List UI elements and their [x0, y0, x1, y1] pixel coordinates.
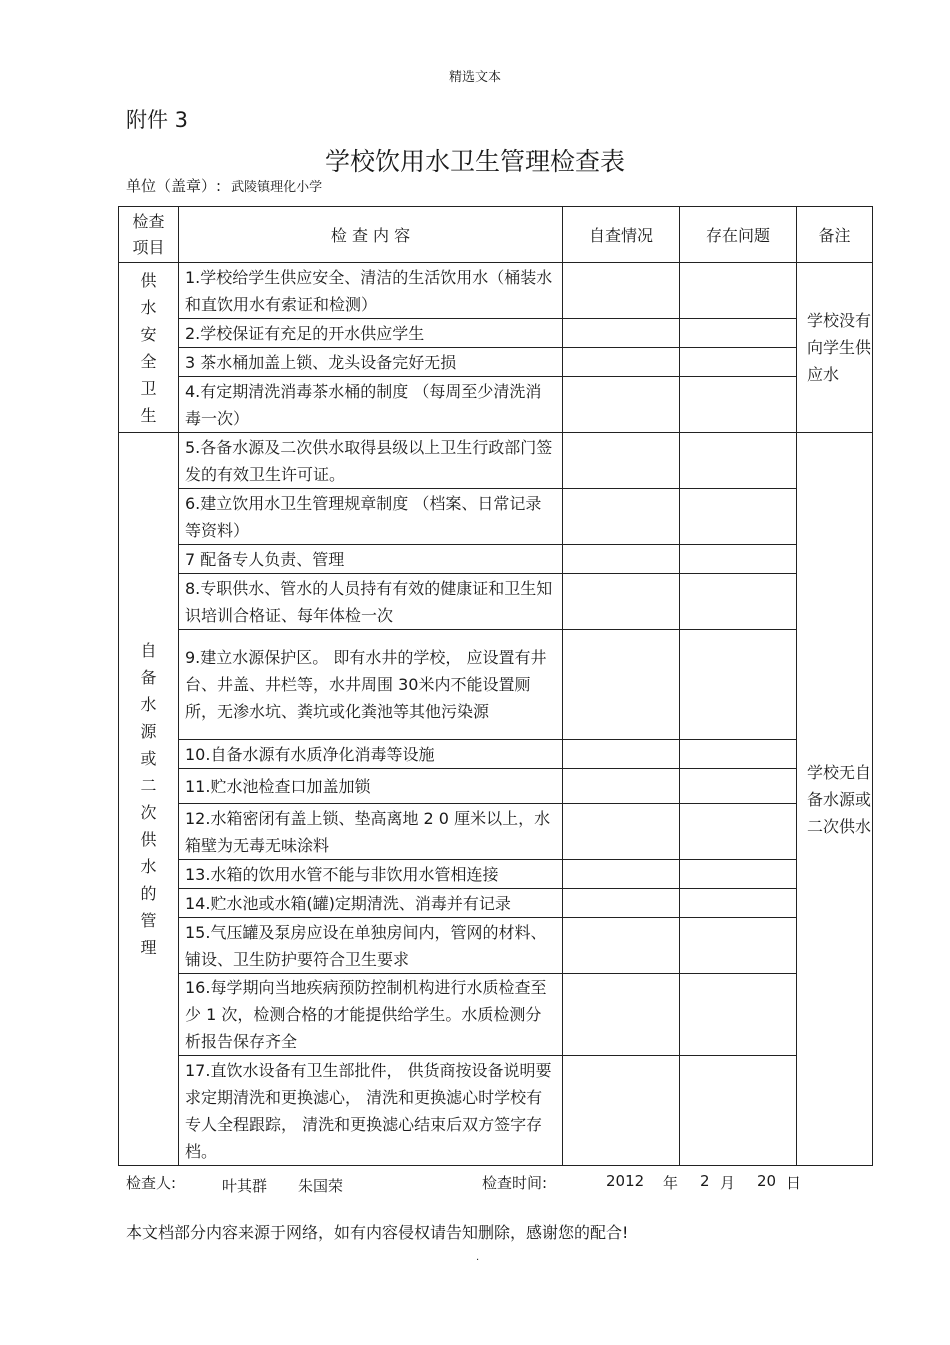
self-check-cell[interactable]	[563, 489, 680, 545]
self-check-cell[interactable]	[563, 348, 680, 377]
table-row	[119, 804, 873, 860]
category-char: 供	[140, 270, 157, 290]
self-check-cell[interactable]	[563, 377, 680, 433]
category-char: 次	[140, 803, 157, 822]
category-char: 或	[140, 749, 157, 768]
item-text: 8.专职供水、管水的人员持有有效的健康证和卫生知识培训合格证、每年体检一次	[179, 574, 563, 630]
table-row	[119, 319, 873, 348]
table-row	[119, 574, 873, 630]
header-content: 检 查 内 容	[179, 207, 563, 263]
category-char: 水	[140, 695, 157, 714]
issue-cell[interactable]	[680, 630, 797, 740]
issue-cell[interactable]	[680, 545, 797, 574]
category-char: 管	[140, 911, 157, 930]
table-row	[119, 740, 873, 769]
category-char: 自	[140, 641, 157, 660]
self-check-cell[interactable]	[563, 974, 680, 1056]
self-check-cell[interactable]	[563, 918, 680, 974]
category-char: 理	[140, 938, 157, 957]
remark-cell: 学校没有向学生供应水	[797, 263, 873, 433]
inspector-name: 叶其群	[222, 1177, 268, 1195]
unit-value: 武陵镇理化小学	[231, 180, 323, 195]
table-row	[119, 263, 873, 319]
header-category	[119, 207, 179, 263]
issue-cell[interactable]	[680, 348, 797, 377]
table-row	[119, 630, 873, 740]
day-unit: 日	[786, 1174, 802, 1192]
unit-label: 单位（盖章）:	[126, 177, 222, 195]
remark-cell: 学校无自备水源或二次供水	[797, 433, 873, 1166]
self-check-cell[interactable]	[563, 545, 680, 574]
item-text: 12.水箱密闭有盖上锁、垫高离地 2 0 厘米以上，水箱壁为无毒无味涂料	[179, 804, 563, 860]
table-row	[119, 377, 873, 433]
month-value: 2	[700, 1172, 710, 1190]
category-text	[119, 267, 178, 429]
self-check-cell[interactable]	[563, 804, 680, 860]
issue-cell[interactable]	[680, 377, 797, 433]
issue-cell[interactable]	[680, 769, 797, 804]
issue-cell[interactable]	[680, 860, 797, 889]
item-text: 3 茶水桶加盖上锁、龙头设备完好无损	[179, 348, 563, 377]
issue-cell[interactable]	[680, 1056, 797, 1166]
page-marker: .	[476, 1252, 480, 1263]
category-char: 的	[140, 884, 157, 903]
item-text: 16.每学期向当地疾病预防控制机构进行水质检查至少 1 次，检测合格的才能提供给学生。水质检测分析报告保存齐全	[179, 974, 563, 1056]
item-text: 5.各备水源及二次供水取得县级以上卫生行政部门签发的有效卫生许可证。	[179, 433, 563, 489]
issue-cell[interactable]	[680, 804, 797, 860]
issue-cell[interactable]	[680, 740, 797, 769]
table-header-row	[119, 207, 873, 263]
item-text: 7 配备专人负责、管理	[179, 545, 563, 574]
category-char: 卫	[140, 378, 157, 398]
table-row	[119, 348, 873, 377]
category-char: 备	[140, 668, 157, 687]
table-row	[119, 974, 873, 1056]
self-check-cell[interactable]	[563, 740, 680, 769]
header-self-check: 自查情况	[563, 207, 680, 263]
category-char: 二	[140, 776, 157, 795]
item-text: 4.有定期清洗消毒茶水桶的制度 （每周至少清洗消毒一次）	[179, 377, 563, 433]
header-category-text: 检查 项目	[132, 211, 165, 257]
self-check-cell[interactable]	[563, 319, 680, 348]
header-issues: 存在问题	[680, 207, 797, 263]
category-char: 安	[140, 324, 157, 344]
unit-line	[126, 175, 322, 196]
category-cell	[119, 263, 179, 433]
issue-cell[interactable]	[680, 974, 797, 1056]
category-text	[119, 637, 178, 961]
table-row	[119, 545, 873, 574]
day-value: 20	[757, 1172, 777, 1190]
item-text: 11.贮水池检查口加盖加锁	[179, 769, 563, 804]
item-text: 6.建立饮用水卫生管理规章制度 （档案、日常记录等资料）	[179, 489, 563, 545]
category-char: 全	[140, 351, 157, 371]
item-text: 1.学校给学生供应安全、清洁的生活饮用水（桶装水和直饮用水有索证和检测）	[179, 263, 563, 319]
item-text: 15.气压罐及泵房应设在单独房间内，管网的材料、铺设、卫生防护要符合卫生要求	[179, 918, 563, 974]
table-row	[119, 433, 873, 489]
item-text: 17.直饮水设备有卫生部批件， 供货商按设备说明要求定期清洗和更换滤心， 清洗和更换滤心时学校有专人全程跟踪， 清洗和更换滤心结束后双方签字存档。	[179, 1056, 563, 1166]
attachment-label: 附件 3	[126, 108, 189, 132]
issue-cell[interactable]	[680, 433, 797, 489]
header-remarks: 备注	[797, 207, 873, 263]
self-check-cell[interactable]	[563, 433, 680, 489]
table-row	[119, 860, 873, 889]
year-value: 2012	[606, 1172, 645, 1190]
category-char: 水	[140, 297, 157, 317]
issue-cell[interactable]	[680, 574, 797, 630]
category-char: 源	[140, 722, 157, 741]
table-row	[119, 489, 873, 545]
issue-cell[interactable]	[680, 918, 797, 974]
inspector-name: 朱国荣	[298, 1177, 344, 1195]
self-check-cell[interactable]	[563, 860, 680, 889]
table-row	[119, 769, 873, 804]
inspector-label: 检查人:	[126, 1174, 177, 1192]
item-text: 13.水箱的饮用水管不能与非饮用水管相连接	[179, 860, 563, 889]
year-unit: 年	[663, 1174, 679, 1192]
category-char: 生	[140, 405, 157, 425]
self-check-cell[interactable]	[563, 574, 680, 630]
page-title: 学校饮用水卫生管理检查表	[324, 147, 625, 176]
header-note: 精选文本	[448, 70, 501, 85]
issue-cell[interactable]	[680, 889, 797, 918]
issue-cell[interactable]	[680, 489, 797, 545]
item-text: 2.学校保证有充足的开水供应学生	[179, 319, 563, 348]
time-label: 检查时间:	[482, 1174, 548, 1192]
item-text: 14.贮水池或水箱(罐)定期清洗、消毒并有记录	[179, 889, 563, 918]
self-check-cell[interactable]	[563, 263, 680, 319]
category-char: 水	[140, 857, 157, 876]
self-check-cell[interactable]	[563, 769, 680, 804]
issue-cell[interactable]	[680, 319, 797, 348]
item-text: 9.建立水源保护区。 即有水井的学校， 应设置有井台、井盖、井栏等，水井周围 30米内不能设置厕所，无渗水坑、粪坑或化粪池等其他污染源	[179, 630, 563, 740]
self-check-cell[interactable]	[563, 630, 680, 740]
self-check-cell[interactable]	[563, 1056, 680, 1166]
category-char: 供	[140, 830, 157, 849]
table-row	[119, 1056, 873, 1166]
self-check-cell[interactable]	[563, 889, 680, 918]
disclaimer: 本文档部分内容来源于网络，如有内容侵权请告知删除，感谢您的配合!	[126, 1223, 629, 1242]
table-row	[119, 889, 873, 918]
category-cell	[119, 433, 179, 1166]
month-unit: 月	[720, 1174, 736, 1192]
item-text: 10.自备水源有水质净化消毒等设施	[179, 740, 563, 769]
inspection-table	[118, 206, 873, 1166]
issue-cell[interactable]	[680, 263, 797, 319]
table-row	[119, 918, 873, 974]
